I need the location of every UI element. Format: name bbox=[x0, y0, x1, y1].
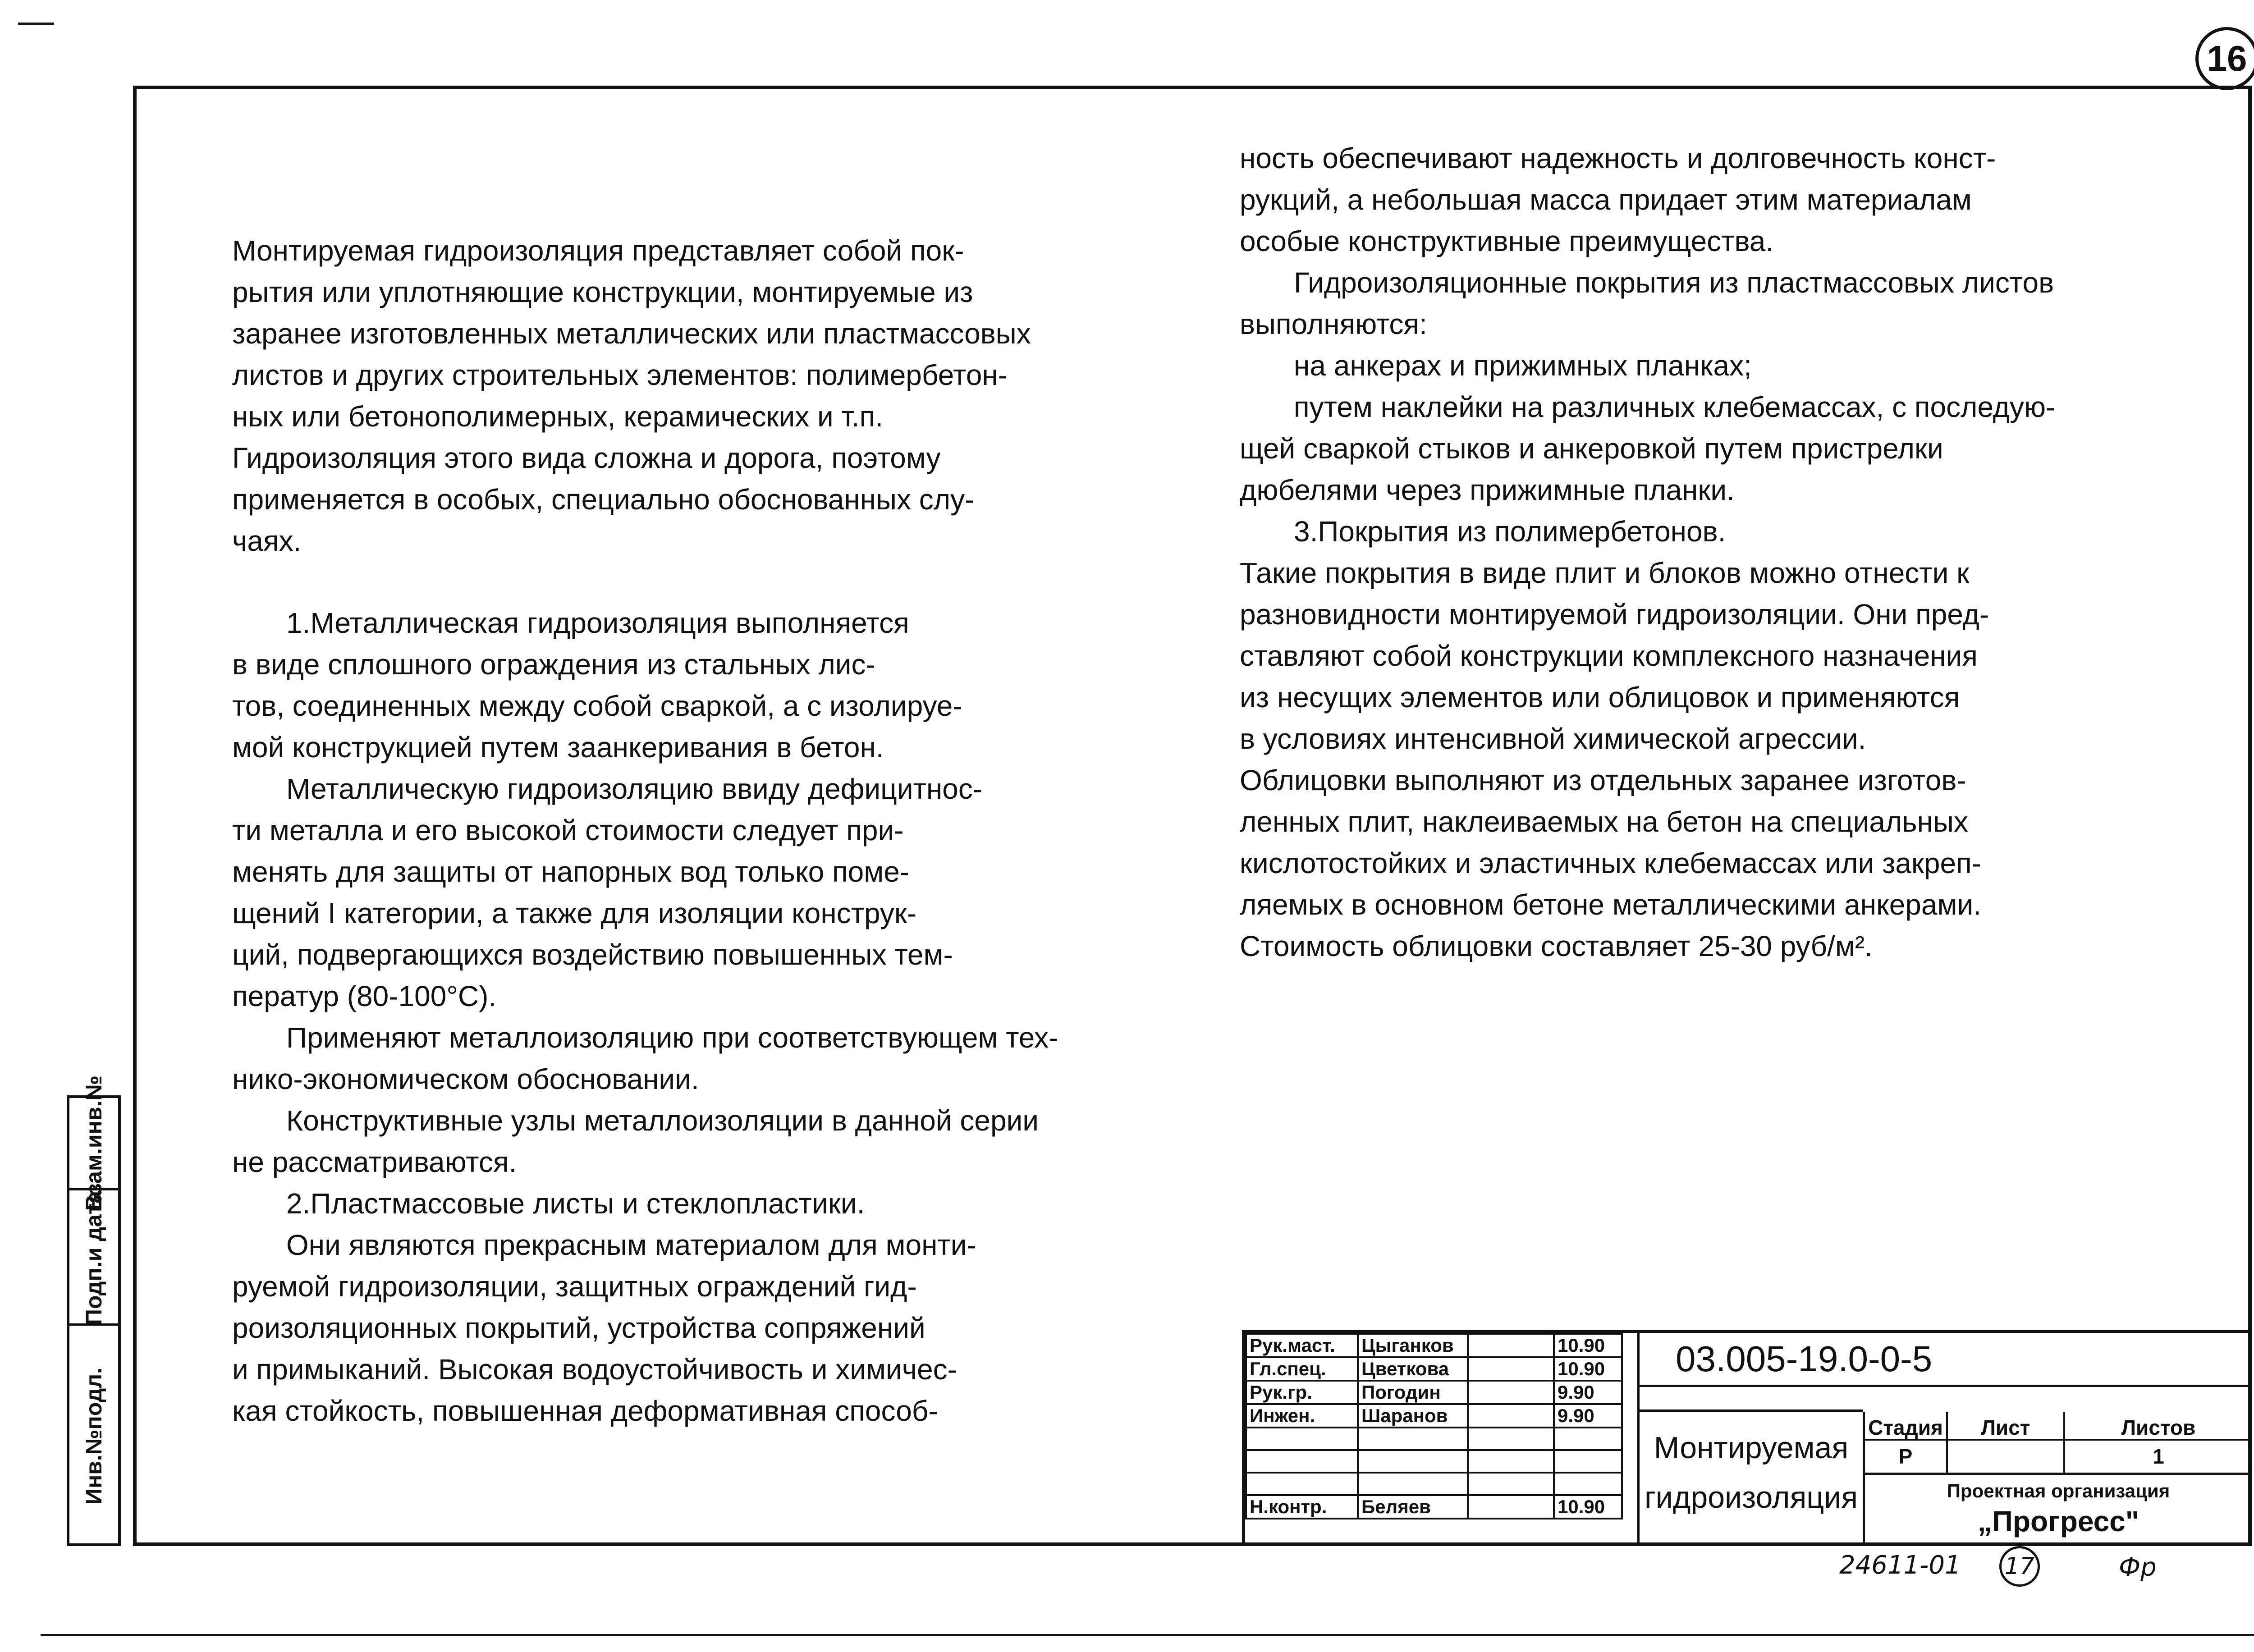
staff-signature bbox=[1468, 1404, 1554, 1428]
staff-row bbox=[1246, 1357, 1622, 1381]
section-heading: 1.Металлическая гидроизоляция выполняется в виде сплошного ограждения из стальных лис- тов, соединенных между собой сваркой, а с изолируе- мой конструкцией путем заанкеривания в бетон. bbox=[232, 607, 962, 764]
paragraph-gap bbox=[232, 562, 1210, 602]
side-stamp-cell bbox=[69, 1323, 118, 1547]
staff-role: Н.контр. bbox=[1246, 1495, 1358, 1519]
paragraph: Гидроизоляционные покрытия из пластмассовых листов выполняются: bbox=[1240, 266, 2054, 340]
staff-role: Рук.маст. bbox=[1246, 1334, 1358, 1357]
stage-value: Р bbox=[1898, 1445, 1913, 1468]
staff-row bbox=[1246, 1428, 1622, 1450]
sheet-circle-footer: 17 bbox=[1999, 1546, 2040, 1587]
paragraph: Монтируемая гидроизоляция представляет собой пок- рытия или уплотняющие конструкции, монтируемые из заранее изготовленных металлических или пластмассовых листов и других строительных элементов: полимербетон- ных или бетонополимерных, керамических и т.п. Гидроизоляция этого вида сложна и дорога, поэтому применяется в особых, специально обоснованных слу- чаях. bbox=[232, 234, 1031, 557]
staff-row bbox=[1246, 1473, 1622, 1495]
stage-label: Стадия bbox=[1868, 1416, 1943, 1439]
title-block bbox=[1242, 1330, 2252, 1546]
staff-signature bbox=[1468, 1381, 1554, 1404]
staff-date: 10.90 bbox=[1554, 1495, 1622, 1519]
paragraph: Они являются прекрасным материалом для монти- руемой гидроизоляции, защитных ограждений гид- роизоляционных покрытий, устройства сопряжений и примыканий. Высокая водоустойчивость и химичес- кая стойкость, повышенная деформативная способ- bbox=[232, 1229, 976, 1427]
staff-date bbox=[1554, 1473, 1622, 1495]
staff-name bbox=[1358, 1428, 1468, 1450]
document-code: 03.005-19.0-0-5 bbox=[1637, 1333, 2252, 1387]
staff-row bbox=[1246, 1334, 1622, 1357]
organization bbox=[1863, 1475, 2252, 1546]
staff-row bbox=[1246, 1495, 1622, 1519]
staff-row bbox=[1246, 1381, 1622, 1404]
staff-signature bbox=[1468, 1495, 1554, 1519]
paragraph: Применяют металлоизоляцию при соответствующем тех- нико-экономическом обосновании. bbox=[232, 1021, 1058, 1095]
staff-name: Шаранов bbox=[1358, 1404, 1468, 1428]
staff-table bbox=[1245, 1333, 1623, 1519]
paragraph: путем наклейки на различных клебемассах, с последую- щей сваркой стыков и анкеровкой путем пристрелки дюбелями через прижимные планки. bbox=[1240, 391, 2056, 506]
staff-name: Цветкова bbox=[1358, 1357, 1468, 1381]
corner-mark bbox=[18, 23, 54, 25]
staff-name: Цыганков bbox=[1358, 1334, 1468, 1357]
document-title: Монтируемая гидроизоляция bbox=[1637, 1412, 1863, 1546]
organization-name: „Прогресс" bbox=[1977, 1505, 2139, 1538]
staff-name bbox=[1358, 1450, 1468, 1473]
side-stamp-label: Подп.и дата bbox=[81, 1190, 106, 1326]
staff-name: Беляев bbox=[1358, 1495, 1468, 1519]
paragraph: Конструктивные узлы металлоизоляции в данной серии не рассматриваются. bbox=[232, 1104, 1039, 1178]
side-stamp bbox=[67, 1075, 121, 1546]
staff-name: Погодин bbox=[1358, 1381, 1468, 1404]
approval-mark: Фр bbox=[2119, 1553, 2157, 1582]
staff-signature bbox=[1468, 1428, 1554, 1450]
paragraph: на анкерах и прижимных планках; bbox=[1294, 349, 1752, 382]
staff-role: Гл.спец. bbox=[1246, 1357, 1358, 1381]
section-heading: 3.Покрытия из полимербетонов. bbox=[1294, 515, 1726, 548]
staff-signature bbox=[1468, 1334, 1554, 1357]
bottom-rule bbox=[41, 1634, 2254, 1636]
staff-name bbox=[1358, 1473, 1468, 1495]
staff-role: Инжен. bbox=[1246, 1404, 1358, 1428]
staff-date bbox=[1554, 1428, 1622, 1450]
side-stamp-cell bbox=[69, 1075, 118, 1211]
side-stamp-label: Взам.инв.№ bbox=[81, 1075, 107, 1211]
stage-table bbox=[1863, 1412, 2252, 1475]
staff-date: 10.90 bbox=[1554, 1357, 1622, 1381]
sheets-label: Листов bbox=[2121, 1416, 2196, 1439]
staff-signature bbox=[1468, 1357, 1554, 1381]
paragraph: Такие покрытия в виде плит и блоков можно отнести к разновидности монтируемой гидроизоляции. Они пред- ставляют собой конструкции комплексного назначения из несущих элементов или облицовок и применяются в условиях интенсивной химической агрессии. Облицовки выполняют из отдельных заранее изготов- ленных плит, наклеиваемых на бетон на специальных кислотостойких и эластичных клебемассах или закреп- ляемых в основном бетоне металлическими анкерами. Стоимость облицовки составляет 25-30 руб/м². bbox=[1240, 557, 1989, 962]
organization-label: Проектная организация bbox=[1947, 1480, 2170, 1501]
staff-role bbox=[1246, 1428, 1358, 1450]
text-column-left bbox=[232, 230, 1210, 1432]
staff-signature bbox=[1468, 1473, 1554, 1495]
title-block-divider bbox=[1637, 1387, 1863, 1412]
staff-role: Рук.гр. bbox=[1246, 1381, 1358, 1404]
side-stamp-label: Инв.№подл. bbox=[81, 1368, 107, 1505]
sheet-number: 16 bbox=[2195, 27, 2254, 90]
staff-row bbox=[1246, 1450, 1622, 1473]
staff-date: 10.90 bbox=[1554, 1334, 1622, 1357]
staff-date: 9.90 bbox=[1554, 1381, 1622, 1404]
staff-row bbox=[1246, 1404, 1622, 1428]
sheets-value: 1 bbox=[2153, 1445, 2164, 1468]
sheet-label: Лист bbox=[1981, 1416, 2030, 1439]
staff-role bbox=[1246, 1450, 1358, 1473]
paragraph: Металлическую гидроизоляцию ввиду дефицитнос- ти металла и его высокой стоимости следует при- менять для защиты от напорных вод только поме- щений I категории, а также для изоляции конструк- ций, подвергающихся воздействию повышенных тем- ператур (80-100°С). bbox=[232, 773, 983, 1012]
staff-signature bbox=[1468, 1450, 1554, 1473]
staff-date bbox=[1554, 1450, 1622, 1473]
side-stamp-cell bbox=[69, 1188, 118, 1326]
staff-role bbox=[1246, 1473, 1358, 1495]
inventory-number: 24611-01 bbox=[1839, 1551, 1961, 1580]
staff-date: 9.90 bbox=[1554, 1404, 1622, 1428]
text-column-right bbox=[1240, 137, 2222, 967]
section-heading: 2.Пластмассовые листы и стеклопластики. bbox=[286, 1187, 865, 1220]
paragraph: ность обеспечивают надежность и долговечность конст- рукций, а небольшая масса придает этим материалам особые конструктивные преимущества. bbox=[1240, 142, 1996, 257]
